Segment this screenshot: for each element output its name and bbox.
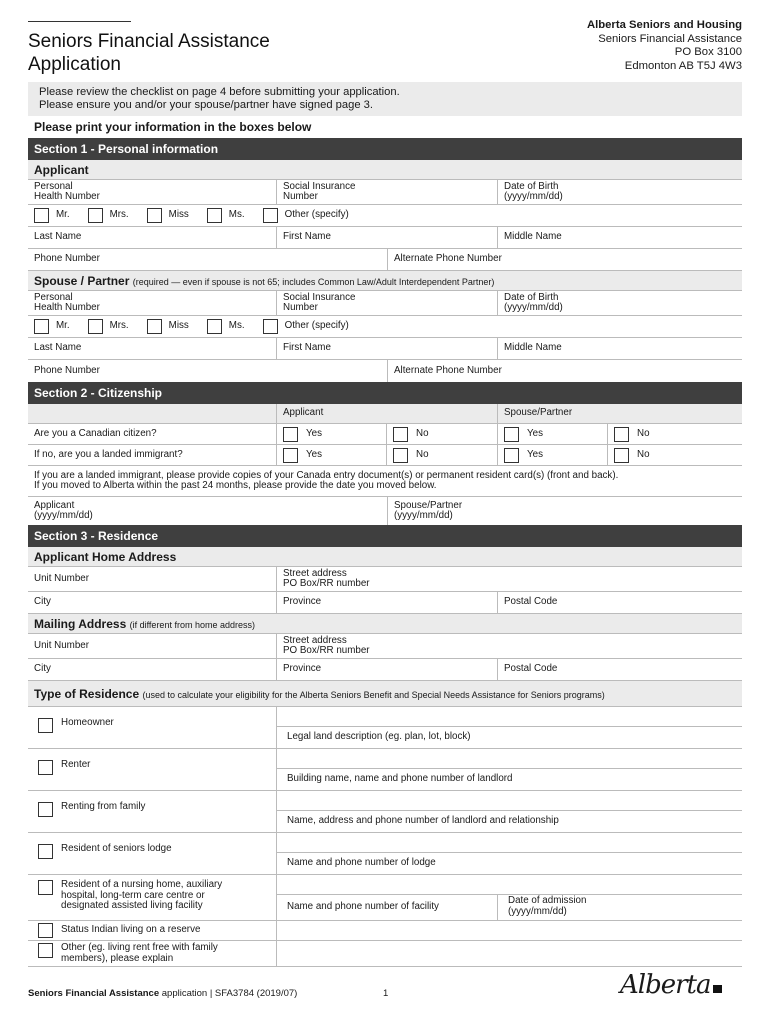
applicant-salutation: Mr. Mrs. Miss Ms. Other (specify) (28, 205, 742, 227)
section-1-header: Section 1 - Personal information (28, 138, 742, 160)
page-number: 1 (383, 988, 389, 999)
applicant-phone[interactable]: Phone Number (28, 249, 388, 270)
checkbox-miss[interactable] (147, 208, 162, 223)
page-subtitle: Application (28, 54, 121, 75)
applicant-dob-field[interactable]: Date of Birth (yyyy/mm/dd) (504, 180, 563, 202)
app-immigrant-yes[interactable] (283, 448, 298, 463)
applicant-first-name[interactable]: First Name (277, 227, 498, 248)
city-line: Edmonton AB T5J 4W3 (624, 59, 742, 72)
spouse-last-name[interactable]: Last Name (28, 338, 277, 359)
lodge-field[interactable]: Name and phone number of lodge (277, 833, 742, 874)
checkbox-ms[interactable] (207, 319, 222, 334)
spouse-first-name[interactable]: First Name (277, 338, 498, 359)
dept-name: Seniors Financial Assistance (598, 32, 742, 45)
other-residence-checkbox[interactable] (38, 943, 53, 958)
notice-box (28, 82, 742, 116)
sp-immigrant-no[interactable] (614, 448, 629, 463)
applicant-heading: Applicant (28, 160, 742, 180)
mail-postal[interactable]: Postal Code (504, 663, 558, 675)
applicant-alt-phone[interactable]: Alternate Phone Number (394, 253, 502, 265)
checkbox-mr[interactable] (34, 208, 49, 223)
cit-blank-header (28, 404, 277, 423)
applicant-phn-field[interactable]: Personal Health Number (28, 180, 277, 204)
homeowner-label: Homeowner (61, 717, 114, 728)
notice-line-1: Please review the checklist on page 4 before submitting your application. (39, 86, 400, 98)
cit-spouse-header: Spouse/Partner (498, 404, 742, 423)
mail-city[interactable]: City (28, 659, 277, 680)
mail-unit[interactable]: Unit Number (28, 634, 277, 658)
mailing-heading: Mailing Address (if different from home address) (28, 614, 742, 634)
home-address-heading: Applicant Home Address (28, 547, 742, 567)
sp-citizen-no[interactable] (614, 427, 629, 442)
home-street[interactable]: Street address PO Box/RR number (283, 567, 370, 589)
mail-street[interactable]: Street address PO Box/RR number (283, 634, 370, 656)
section-3-header: Section 3 - Residence (28, 525, 742, 547)
admission-date-field[interactable]: Date of admission (yyyy/mm/dd) (508, 895, 587, 917)
app-citizen-yes[interactable] (283, 427, 298, 442)
immigrant-info (28, 466, 742, 497)
notice-line-2: Please ensure you and/or your spouse/partner have signed page 3. (39, 99, 373, 111)
sp-citizen-yes[interactable] (504, 427, 519, 442)
legal-desc-field[interactable]: Legal land description (eg. plan, lot, block) (277, 707, 742, 748)
renter-checkbox[interactable] (38, 760, 53, 775)
app-immigrant-no[interactable] (393, 448, 408, 463)
landlord-field[interactable]: Building name, name and phone number of landlord (277, 749, 742, 790)
checkbox-miss[interactable] (147, 319, 162, 334)
family-landlord-field[interactable]: Name, address and phone number of landlord and relationship (277, 791, 742, 832)
home-city[interactable]: City (28, 592, 277, 613)
checkbox-other[interactable] (263, 319, 278, 334)
cit-applicant-header: Applicant (277, 404, 498, 423)
checkbox-mrs[interactable] (88, 208, 103, 223)
spouse-salutation: Mr. Mrs. Miss Ms. Other (specify) (28, 316, 742, 338)
app-citizen-no[interactable] (393, 427, 408, 442)
applicant-sin-field[interactable]: Social Insurance Number (277, 180, 498, 204)
checkbox-other[interactable] (263, 208, 278, 223)
lodge-checkbox[interactable] (38, 844, 53, 859)
form: Section 1 - Personal information Applicant Personal Health Number Social Insurance Number Date of Birth (yyyy/mm/dd) Mr. Mrs. Miss Ms. Other (specify) Last Name First Name Middle Name Phone Number Alternate Phone Number Spouse / Partner (required — even if spouse is not 65; includes Common Law/Adult Interdependent Partner) Personal Health Number Social Insurance Number Date of Birth (yyyy/mm/dd) Mr. Mrs. Miss Ms. Other (specify) Last Name First Name Middle Name Phone Number Alternate Phone Number Section 2 - Citizenship Applicant Spouse/Partner Are you a Canadian citizen? Yes No Yes No If no, are you a landed immigrant? Yes No Yes No If you are a landed immigrant, please provide copies of your Canada entry document(s) or permanent resident card(s) (front and back). If you moved to Alberta within the past 24 months, please provide the date you moved below. Applicant (yyyy/mm/dd) Spouse/Partner (yyyy/mm/dd) Section 3 - Residence Applicant Home Address Unit Number Street address PO Box/RR number City Province Postal Code Mailing Address (if different from home address) Unit Number Street address PO Box/RR number City Province Postal Code Type of Residence (used to calculate your eligibility for the Alberta Seniors Benefit and Special Needs Assistance for Seniors programs) Homeowner Legal land description (eg. plan, lot, block) Renter Building name, name and phone number of landlord Renting from family Name, address and phone number of landlord and relationship Resident of seniors lodge Name and phone number of lodge Resident of a nursing home, auxiliary hospital, long-term care centre or designated assisted living facility Name and phone number of facility Date of admission (yyyy/mm/dd) Status Indian living on a reserve Other (eg. living rent free with family members), please explain (28, 138, 742, 967)
status-indian-checkbox[interactable] (38, 923, 53, 938)
renting-family-checkbox[interactable] (38, 802, 53, 817)
residence-type-heading: Type of Residence (used to calculate your eligibility for the Alberta Seniors Benefit and Special Needs Assistance for Seniors programs) (28, 681, 742, 707)
spouse-heading: Spouse / Partner (required — even if spouse is not 65; includes Common Law/Adult Interdependent Partner) (28, 271, 742, 291)
other-explain-field[interactable] (277, 941, 742, 966)
checkbox-mr[interactable] (34, 319, 49, 334)
home-postal[interactable]: Postal Code (504, 596, 558, 608)
spouse-dob-field[interactable]: Date of Birth (yyyy/mm/dd) (504, 291, 563, 313)
nursing-checkbox[interactable] (38, 880, 53, 895)
immigrant-question: If no, are you a landed immigrant? (28, 445, 277, 465)
applicant-move-date[interactable]: Applicant (yyyy/mm/dd) (28, 497, 388, 525)
homeowner-checkbox[interactable] (38, 718, 53, 733)
page-title: Seniors Financial Assistance (28, 31, 270, 52)
mail-province[interactable]: Province (277, 659, 498, 680)
home-unit[interactable]: Unit Number (28, 567, 277, 591)
spouse-move-date[interactable]: Spouse/Partner (yyyy/mm/dd) (394, 499, 463, 521)
spouse-phone[interactable]: Phone Number (28, 360, 388, 382)
spouse-middle-name[interactable]: Middle Name (504, 342, 562, 354)
applicant-last-name[interactable]: Last Name (28, 227, 277, 248)
info-line-1: If you are a landed immigrant, please provide copies of your Canada entry document(s) or permanent resident card(s) (front and back). (34, 469, 619, 481)
spouse-phn-field[interactable]: Personal Health Number (28, 291, 277, 315)
spouse-alt-phone[interactable]: Alternate Phone Number (394, 364, 502, 376)
checkbox-mrs[interactable] (88, 319, 103, 334)
org-name: Alberta Seniors and Housing (586, 19, 742, 31)
facility-field[interactable]: Name and phone number of facility (277, 895, 498, 920)
home-province[interactable]: Province (277, 592, 498, 613)
applicant-middle-name[interactable]: Middle Name (504, 231, 562, 243)
alberta-logo: Alberta (620, 970, 722, 1000)
po-box: PO Box 3100 (674, 46, 742, 59)
print-instruction: Please print your information in the boxes below (34, 120, 312, 134)
status-indian-field[interactable] (277, 921, 742, 940)
section-2-header: Section 2 - Citizenship (28, 382, 742, 404)
footer-text: Seniors Financial Assistance application | SFA3784 (2019/07) (28, 988, 298, 999)
info-line-2: If you moved to Alberta within the past 24 months, please provide the date you moved below. (34, 480, 437, 491)
title-rule (28, 21, 131, 22)
sp-immigrant-yes[interactable] (504, 448, 519, 463)
checkbox-ms[interactable] (207, 208, 222, 223)
mailing-address (482, 19, 742, 73)
spouse-sin-field[interactable]: Social Insurance Number (277, 291, 498, 315)
citizen-question: Are you a Canadian citizen? (28, 424, 277, 444)
